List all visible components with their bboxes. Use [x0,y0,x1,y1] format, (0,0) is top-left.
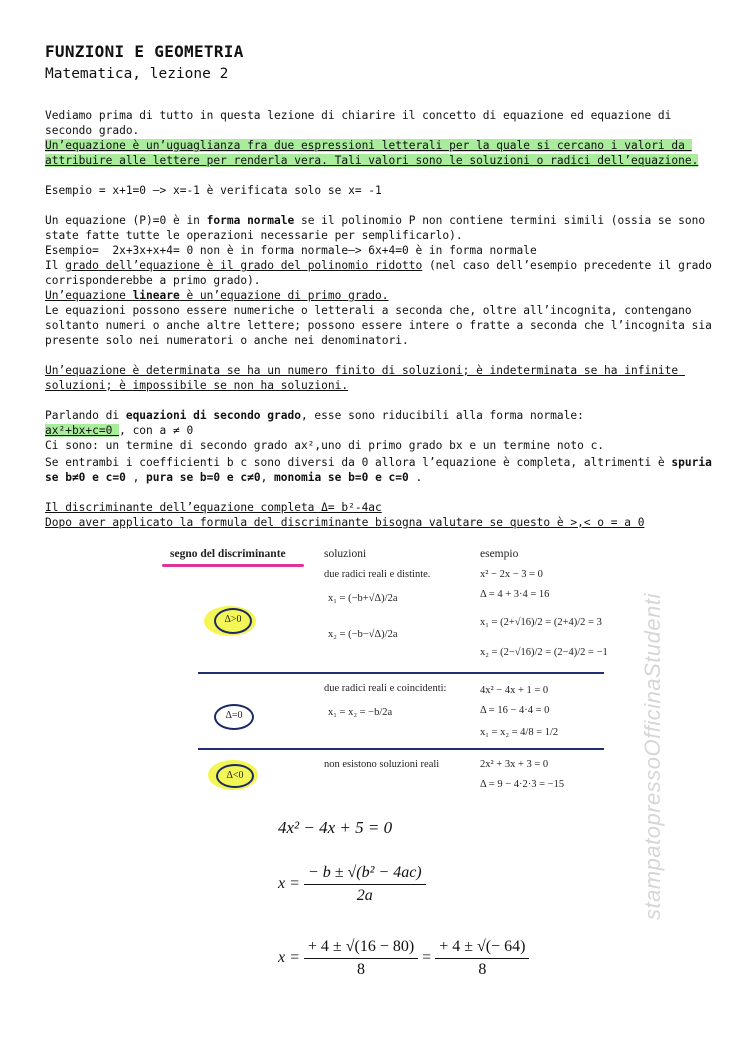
text-run: Un equazione (P)=0 è in [45,214,207,227]
header-solutions: soluzioni [324,548,367,560]
sign-negative: Δ<0 [216,764,254,788]
degree-paragraph [45,258,725,288]
example-1: Esempio = x+1=0 —> x=-1 è verificata solo se x= -1 [45,184,382,197]
complete-paragraph [45,455,725,485]
formula-numerator: + 4 ± √(16 − 80) [304,938,418,959]
row-divider [198,672,604,674]
formula-denominator: 2a [356,887,373,904]
header-example: esempio [480,548,519,560]
example-line: x₁ = (2+√16)/2 = (2+4)/2 = 3 [480,617,602,628]
formula-numerator: + 4 ± √(− 64) [435,938,529,959]
example-line: 4x² − 4x + 1 = 0 [480,685,549,696]
example-line: Δ = 16 − 4·4 = 0 [480,705,550,716]
formula-fraction [435,938,529,979]
solution-line: x₁ = (−b+√Δ)/2a [328,593,398,604]
formula-equation: 4x² − 4x + 5 = 0 [278,818,393,837]
solution-line: x₁ = x₂ = −b/2a [328,707,393,718]
formula-applied [278,938,529,979]
text-run: , [260,471,275,484]
normal-form-paragraph [45,213,725,243]
text-run: (nel caso dell’esempio precedente il grado corrisponderebbe a primo grado). [45,259,719,287]
header-sign: segno del discriminante [170,548,286,560]
second-degree-term: equazioni di secondo grado [125,409,301,422]
spuria-term: spuria se b≠0 e c=0 [45,456,719,484]
determinate-paragraph: Un’equazione è determinata se ha un numero finito di soluzioni; è indeterminata se ha infinite soluzioni; è impossibile se non ha soluzioni. [45,364,685,392]
intro-paragraph: Vediamo prima di tutto in questa lezione di chiarire il concetto di equazione ed equazione di secondo grado. [45,109,679,137]
formula-numerator: − b ± √(b² − 4ac) [304,864,426,885]
text-run: Il [45,259,66,272]
text-run: Parlando di [45,409,126,422]
normal-form-term: forma normale [206,214,295,227]
example-line: Δ = 9 − 4·2·3 = −15 [480,779,565,790]
text-run: Un’equazione [45,289,133,302]
page-subtitle: Matematica, lezione 2 [45,66,229,82]
pink-underline [162,564,304,567]
normal-equation-line [45,423,725,438]
text-run: , [125,471,147,484]
example-2: Esempio= 2x+3x+x+4= 0 non è in forma normale—> 6x+4=0 è in forma normale [45,244,537,257]
solution-line: x₂ = (−b−√Δ)/2a [328,629,398,640]
example-line: 2x² + 3x + 3 = 0 [480,759,549,770]
text-run: Se entrambi i coefficienti b c sono diversi da 0 allora l’equazione è completa, altrimenti è [45,456,672,469]
formula-fraction [304,864,426,905]
solution-title: non esistono soluzioni reali [324,759,440,770]
example-line: x₂ = (2−√16)/2 = (2−4)/2 = −1 [480,647,608,658]
watermark: stampatopressoOfficinaStudenti [640,593,665,920]
solution-title: due radici reali e coincidenti: [324,683,447,694]
normal-equation: ax²+bx+c=0 [45,424,120,437]
sign-positive: Δ>0 [214,608,252,634]
after-line: Dopo aver applicato la formula del discriminante bisogna valutare se questo è >,< o = a 0 [45,516,645,529]
degree-definition: grado dell’equazione è il grado del polinomio ridotto [65,259,423,272]
linear-term: lineare [132,289,180,302]
formula-lhs: x = [278,875,300,893]
sign-zero: Δ=0 [214,704,254,730]
example-line: Δ = 4 + 3·4 = 16 [480,589,550,600]
formula-general [278,864,426,905]
text-run: è un’equazione di primo grado. [179,289,389,302]
monomia-term: monomia se b=0 e c=0 [274,471,409,484]
definition-highlight: Un’equazione è un’uguaglianza fra due espressioni letterali per la quale si cercano i valori da attribuire alle lettere per renderla vera. Tali valori sono le soluzioni o radici dell’equazione. [45,139,699,167]
pura-term: pura se b=0 e c≠0 [146,471,261,484]
terms-line: Ci sono: un termine di secondo grado ax²,uno di primo grado bx e un termine noto c. [45,439,605,452]
formula-fraction [304,938,418,979]
formula-denominator: 8 [357,961,366,978]
page-title: FUNZIONI E GEOMETRIA [45,42,244,61]
linear-definition [45,288,725,303]
discriminant-table [158,544,608,806]
formula-denominator: 8 [478,961,487,978]
formula-lhs: x = [278,949,300,967]
solution-title: due radici reali e distinte. [324,569,431,580]
example-line: x² − 2x − 3 = 0 [480,569,543,580]
text-run: . [408,471,423,484]
row-divider [198,748,604,750]
text-run: , con a ≠ 0 [119,424,194,437]
types-paragraph: Le equazioni possono essere numeriche o letterali a seconda che, oltre all’incognita, contengano soltanto numeri o anche altre lettere; possono essere intere o fratte a seconda che l’incognita sia presente solo nei numeratori o anche nei denominatori. [45,304,719,347]
text-run: se il polinomio P non contiene termini simili (ossia se sono state fatte tutte le operazioni necessarie per semplificarlo). [45,214,712,242]
text-run: , esse sono riducibili alla forma normale: [300,409,584,422]
discriminant-line: Il discriminante dell’equazione completa Δ= b²-4ac [45,501,382,514]
formula-equals: = [422,949,432,967]
second-degree-intro [45,408,725,423]
example-line: x₁ = x₂ = 4/8 = 1/2 [480,727,559,738]
definition-paragraph [45,138,725,168]
